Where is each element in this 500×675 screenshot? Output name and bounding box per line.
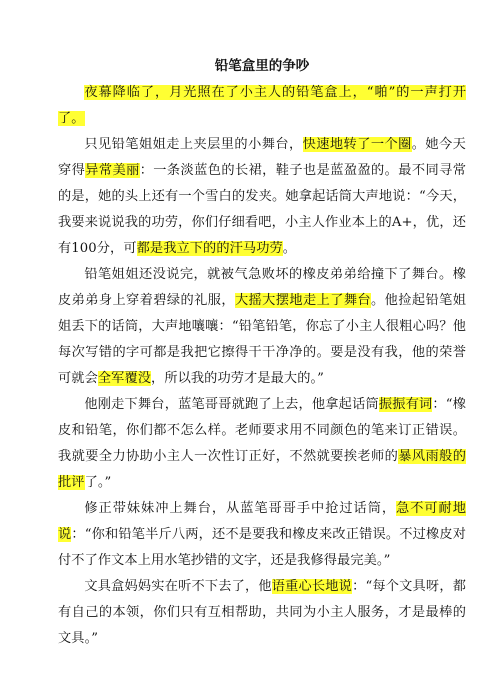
text-run: 文具盒妈妈实在听不下去了，他: [84, 579, 272, 594]
text-run: 了。”: [84, 475, 112, 490]
highlighted-phrase: 振振有词: [378, 397, 433, 412]
text-run: ：“你和铅笔半斤八两，还不是要我和橡皮来改正错误。不过橡皮对付不了作文本上用水笔抄错的文字，还是我修得最完美。”: [58, 527, 466, 568]
highlighted-phrase: 语重心长地说: [271, 579, 353, 594]
document-page: [58, 56, 466, 652]
highlighted-phrase: 大摇大摆地走上了舞台: [234, 293, 372, 308]
text-run: 修正带妹妹冲上舞台，从蓝笔哥哥手中抢过话筒，: [84, 501, 397, 516]
text-run: 。: [282, 241, 297, 256]
text-run: ：“橡皮和铅笔，你们都不怎么样。老师要求用不同颜色的笔来订正错误。我就要全力协助小主人一次性订正好，不然就要挨老师的: [58, 397, 467, 464]
highlighted-phrase: 暴风雨般的批评: [58, 449, 467, 490]
paragraph-3: [58, 262, 466, 392]
highlighted-phrase: 夜幕降临了，月光照在了小主人的铅笔盒上，“啪”的一声打开了。: [58, 85, 466, 126]
text-run: ，所以我的功劳才是最大的。”: [151, 371, 325, 386]
paragraph-4: [58, 392, 466, 496]
paragraph-1: [58, 80, 466, 132]
text-run: 铅笔姐姐还没说完，就被气急败坏的橡皮弟弟给撞下了舞台。橡皮弟弟身上穿着碧绿的礼服，: [58, 267, 466, 308]
text-run: 。他捡起铅笔姐姐丢下的话筒，大声地嚷嚷：“铅笔铅笔，你忘了小主人很粗心吗？他每次写错的字可都是我把它擦得干干净净的。要是没有我，他的荣誉可就会: [58, 293, 466, 386]
highlighted-phrase: 异常美丽: [85, 163, 140, 178]
highlighted-phrase: 都是我立下的的汗马功劳: [136, 241, 283, 256]
paragraph-6: [58, 574, 466, 652]
highlighted-phrase: 快速地转了一个圈: [302, 137, 412, 152]
text-run: 他刚走下舞台，蓝笔哥哥就跑了上去，他拿起话筒: [84, 397, 379, 412]
story-title: 铅笔盒里的争吵: [214, 58, 310, 74]
text-run: 只见铅笔姐姐走上夹层里的小舞台，: [84, 137, 303, 152]
highlighted-phrase: 全军覆没: [97, 371, 152, 386]
paragraph-5: [58, 496, 466, 574]
text-run: ：“每个文具呀，都有自己的本领，你们只有互相帮助，共同为小主人服务，才是最棒的文具。”: [58, 579, 466, 646]
highlighted-phrase: 急不可耐地说: [58, 501, 466, 542]
text-run: 。她今天穿得: [58, 137, 466, 178]
text-run: ：一条淡蓝色的长裙，鞋子也是蓝盈盈的。最不同寻常的是，她的头上还有一个雪白的发夹。她拿起话筒大声地说：“今天，我要来说说我的功劳，你们仔细看吧，小主人作业本上的A+，优，还有100分，可: [58, 163, 467, 256]
paragraph-2: [58, 132, 466, 262]
